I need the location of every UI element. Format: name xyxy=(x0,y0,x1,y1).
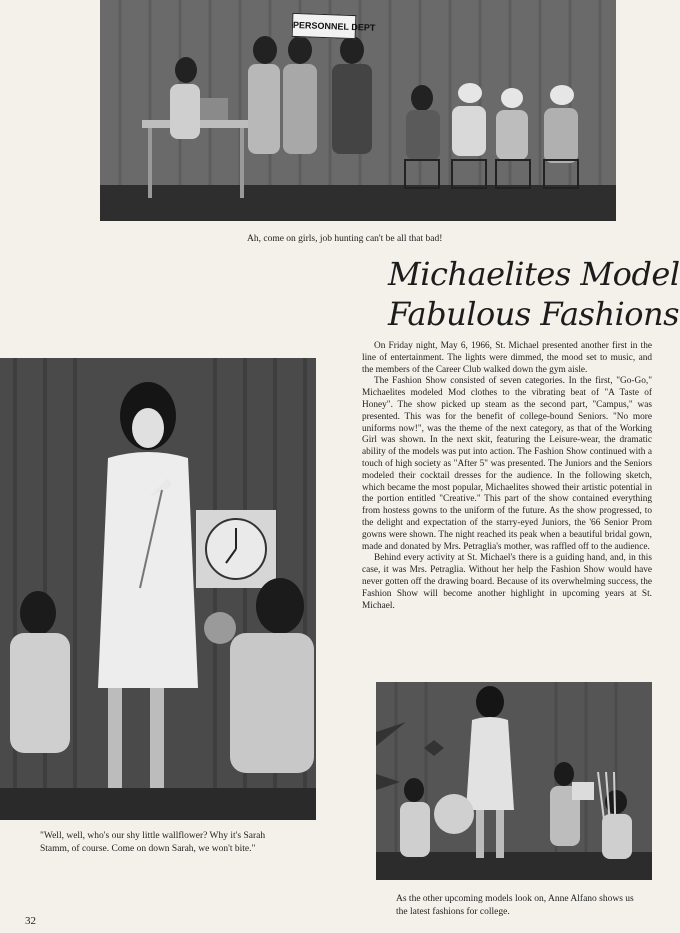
bottom-right-photo-caption: As the other upcoming models look on, Anne Alfano shows us the latest fashions for college. xyxy=(396,894,634,917)
photo-wallflower-model xyxy=(0,358,316,820)
photo-college-fashions xyxy=(376,682,652,880)
article-paragraph: On Friday night, May 6, 1966, St. Michael presented another first in the line of entertainment. The lights were dimmed, the mood set to music, and the members of the Career Club walked down the gym aisle. xyxy=(362,341,652,375)
college-fashion-scene-illustration xyxy=(376,682,652,880)
top-photo-caption: Ah, come on girls, job hunting can't be all that bad! xyxy=(247,234,443,244)
personnel-dept-sign xyxy=(292,13,376,39)
photo-job-hunting-skit xyxy=(100,0,616,221)
stage-scene-illustration xyxy=(100,0,616,221)
left-photo-caption: "Well, well, who's our shy little wallflower? Why it's Sarah Stamm, of course. Come on down Sarah, we won't bite." xyxy=(40,831,266,854)
article-title xyxy=(388,254,680,334)
title-line-2: Fabulous Fashions xyxy=(388,295,680,333)
article-paragraph: Behind every activity at St. Michael's there is a guiding hand, and, in this case, it was Mrs. Petraglia. Without her help the Fashion Show would have never gotten off the drawing board. Because of its overwhelming success, the Fashion Show will become another highlight in upcoming years at St. Michael. xyxy=(362,553,652,611)
wallflower-scene-illustration xyxy=(0,358,316,820)
title-line-1: Michaelites Model xyxy=(388,255,680,293)
article-paragraph: The Fashion Show consisted of seven categories. In the first, "Go-Go," Michaelites modeled Mod clothes to the vibrating beat of "A Taste of Honey". The show picked up steam as the second part, "Campus," was presented. This was for the benefit of college-bound Seniors. "No more uniforms now!", was the theme of the next category, as that of the Working Girl was shown. In the next skit, featuring the Leisure-wear, the dramatic ability of the models was put into action. The Fashion Show continued with a touch of high society as "After 5" was presented. The Juniors and the Seniors modeled their cocktail dresses for the audience. In the following sketch, which became the most popular, Michaelites showed their artistic potential in the portion entitled "Creative." This part of the show contained everything from hostess gowns to the uniform of the future. As the show progressed, to the delight and expectation of the starry-eyed Juniors, the '66 Senior Prom gowns were shown. The night reached its peak when a beautiful bridal gown, made and donated by Mrs. Petraglia's mother, was raffled off to the audience. xyxy=(362,376,652,552)
page-number: 32 xyxy=(25,915,36,927)
sign-text: PERSONNEL DEPT xyxy=(292,19,376,33)
article-body xyxy=(362,341,652,612)
